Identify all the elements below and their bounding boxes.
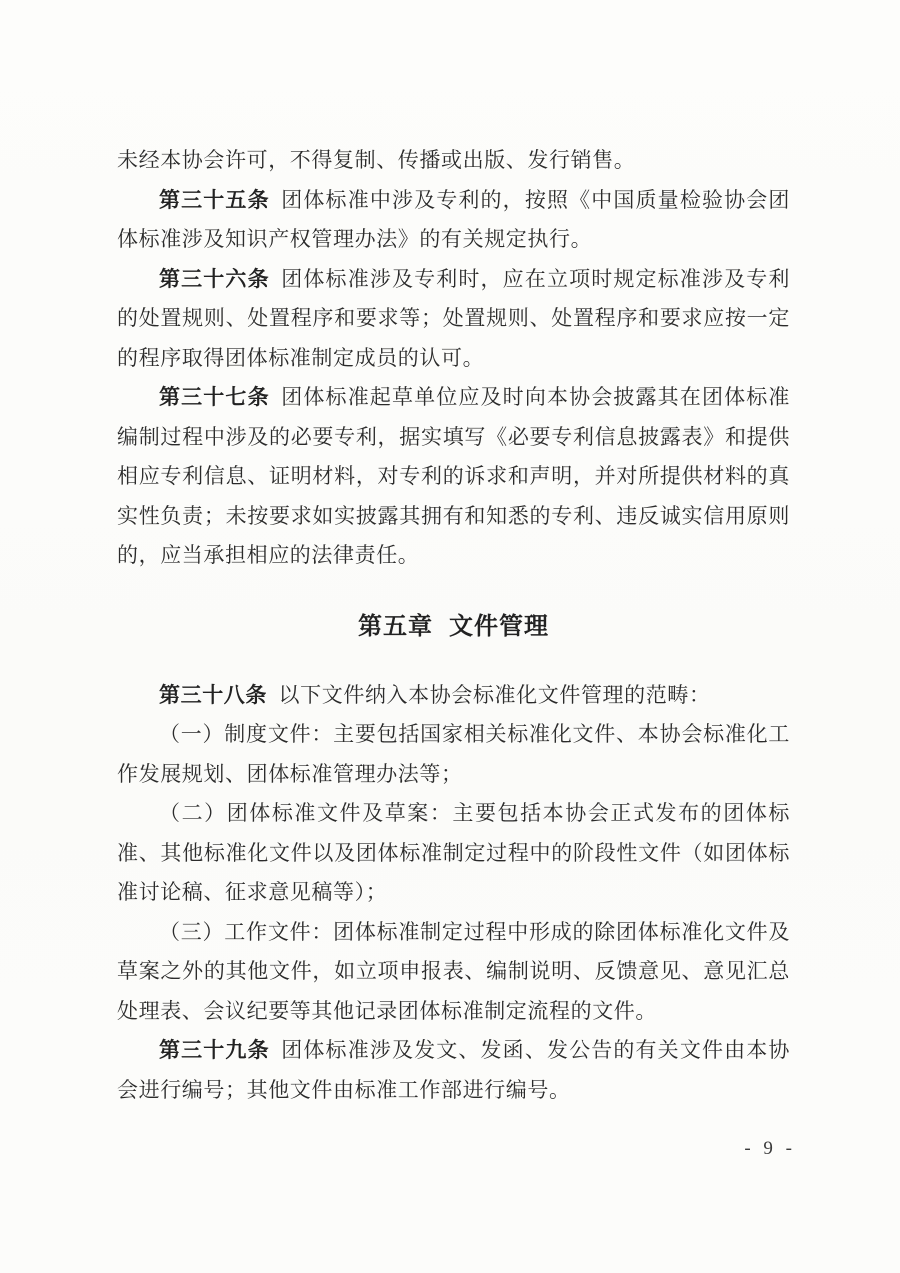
article-39-label: 第三十九条	[159, 1038, 270, 1062]
paragraph-text: （二）团体标准文件及草案：主要包括本协会正式发布的团体标准、其他标准化文件以及团体标准制定过程中的阶段性文件（如团体标准讨论稿、征求意见稿等）；	[117, 801, 790, 904]
paragraph-article-36	[117, 260, 790, 379]
article-35-label: 第三十五条	[159, 187, 270, 212]
paragraph-copyright-notice	[117, 141, 790, 181]
paragraph-text: 团体标准涉及专利时，应在立项时规定标准涉及专利的处置规则、处置程序和要求等；处置规则、处置程序和要求应按一定的程序取得团体标准制定成员的认可。	[117, 266, 790, 370]
paragraph-list-item-3	[117, 913, 790, 1032]
paragraph-text: 团体标准起草单位应及时向本协会披露其在团体标准编制过程中涉及的必要专利，据实填写《必要专利信息披露表》和提供相应专利信息、证明材料，对专利的诉求和声明，并对所提供材料的真实性负责；未按要求如实披露其拥有和知悉的专利、违反诚实信用原则的，应当承担相应的法律责任。	[117, 385, 790, 567]
paragraph-list-item-2	[117, 794, 790, 913]
paragraph-text: （三）工作文件：团体标准制定过程中形成的除团体标准化文件及草案之外的其他文件，如立项申报表、编制说明、反馈意见、意见汇总处理表、会议纪要等其他记录团体标准制定流程的文件。	[117, 919, 790, 1023]
article-36-label: 第三十六条	[159, 266, 270, 291]
paragraph-text: （一）制度文件：主要包括国家相关标准化文件、本协会标准化工作发展规划、团体标准管理办法等；	[117, 722, 790, 786]
article-38-label: 第三十八条	[159, 682, 267, 707]
paragraph-list-item-1	[117, 715, 790, 794]
paragraph-text: 未经本协会许可，不得复制、传播或出版、发行销售。	[117, 148, 636, 172]
paragraph-article-38	[117, 676, 790, 716]
paragraph-article-37	[117, 378, 790, 576]
chapter-heading: 第五章 文件管理	[358, 613, 549, 640]
paragraph-text: 团体标准中涉及专利的，按照《中国质量检验协会团体标准涉及知识产权管理办法》的有关规定执行。	[117, 187, 790, 251]
page-content	[117, 141, 790, 1110]
paragraph-text: 团体标准涉及发文、发函、发公告的有关文件由本协会进行编号；其他文件由标准工作部进行编号。	[117, 1038, 790, 1102]
article-37-label: 第三十七条	[159, 385, 270, 409]
paragraph-article-35	[117, 181, 790, 260]
paragraph-article-39	[117, 1031, 790, 1110]
page-number: - 9 -	[744, 1138, 796, 1159]
paragraph-text: 以下文件纳入本协会标准化文件管理的范畴：	[278, 682, 711, 707]
